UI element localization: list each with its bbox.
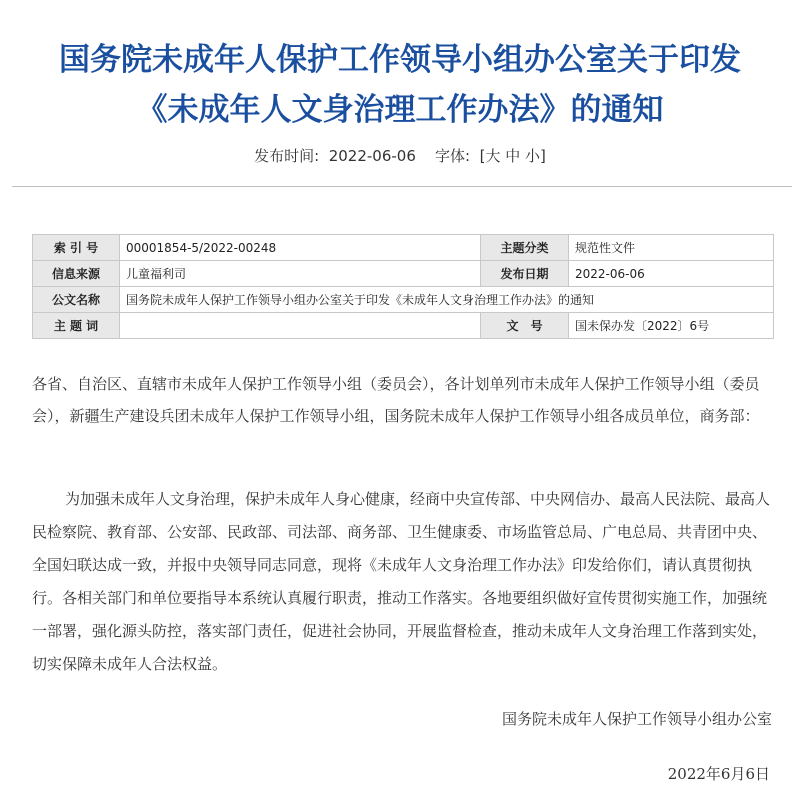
font-size-small-link[interactable]: 小 (525, 147, 541, 165)
font-size-large-link[interactable]: 大 (485, 147, 501, 165)
font-size-label: 字体: (434, 147, 471, 165)
page-title-line2: 《未成年人文身治理工作办法》的通知 (136, 92, 664, 128)
table-row (33, 313, 774, 339)
font-size-medium-link[interactable]: 中 (505, 147, 521, 165)
publish-date: 2022-06-06 (328, 147, 416, 165)
keyword-label: 主 题 词 (33, 313, 120, 339)
document-number-value: 国未保办发〔2022〕6号 (569, 313, 774, 339)
index-number-value: 00001854-5/2022-00248 (120, 235, 481, 261)
release-date-label: 发布日期 (481, 261, 569, 287)
publish-label: 发布时间: (254, 147, 320, 165)
document-name-label: 公文名称 (33, 287, 120, 313)
category-label: 主题分类 (481, 235, 569, 261)
font-bracket-open: [ (479, 147, 486, 165)
index-number-label: 索 引 号 (33, 235, 120, 261)
source-value: 儿童福利司 (120, 261, 481, 287)
header-divider (12, 186, 792, 187)
page-title-line1: 国务院未成年人保护工作领导小组办公室关于印发 (59, 42, 741, 78)
source-label: 信息来源 (33, 261, 120, 287)
document-number-label: 文 号 (481, 313, 569, 339)
release-date-value: 2022-06-06 (569, 261, 774, 287)
issuing-organization: 国务院未成年人保护工作领导小组办公室 (501, 710, 772, 728)
body-paragraph: 为加强未成年人文身治理，保护未成年人身心健康，经商中央宣传部、中央网信办、最高人民法院、最高人民检察院、教育部、公安部、民政部、司法部、商务部、卫生健康委、市场监管总局、广电总局、共青团中央、全国妇联达成一致，并报中央领导同志同意，现将《未成年人文身治理工作办法》印发给你们，请认真贯彻执行。各相关部门和单位要指导本系统认真履行职责，推动工作落实。各地要组织做好宣传贯彻实施工作，加强统一部署，强化源头防控，落实部门责任，促进社会协同，开展监督检查，推动未成年人文身治理工作落到实处，切实保障未成年人合法权益。 (32, 490, 771, 673)
salutation-text: 各省、自治区、直辖市未成年人保护工作领导小组（委员会），各计划单列市未成年人保护工作领导小组（委员会），新疆生产建设兵团未成年人保护工作领导小组，国务院未成年人保护工作领导小组各成员单位，商务部： (32, 375, 760, 425)
category-value: 规范性文件 (569, 235, 774, 261)
document-info-table (32, 234, 774, 339)
signature-date: 2022年6月6日 (667, 765, 770, 783)
publish-meta (0, 145, 800, 166)
table-row (33, 261, 774, 287)
document-name-value: 国务院未成年人保护工作领导小组办公室关于印发《未成年人文身治理工作办法》的通知 (120, 287, 774, 313)
table-row (33, 287, 774, 313)
font-bracket-close: ] (540, 147, 546, 165)
keyword-value (120, 313, 481, 339)
table-row (33, 235, 774, 261)
